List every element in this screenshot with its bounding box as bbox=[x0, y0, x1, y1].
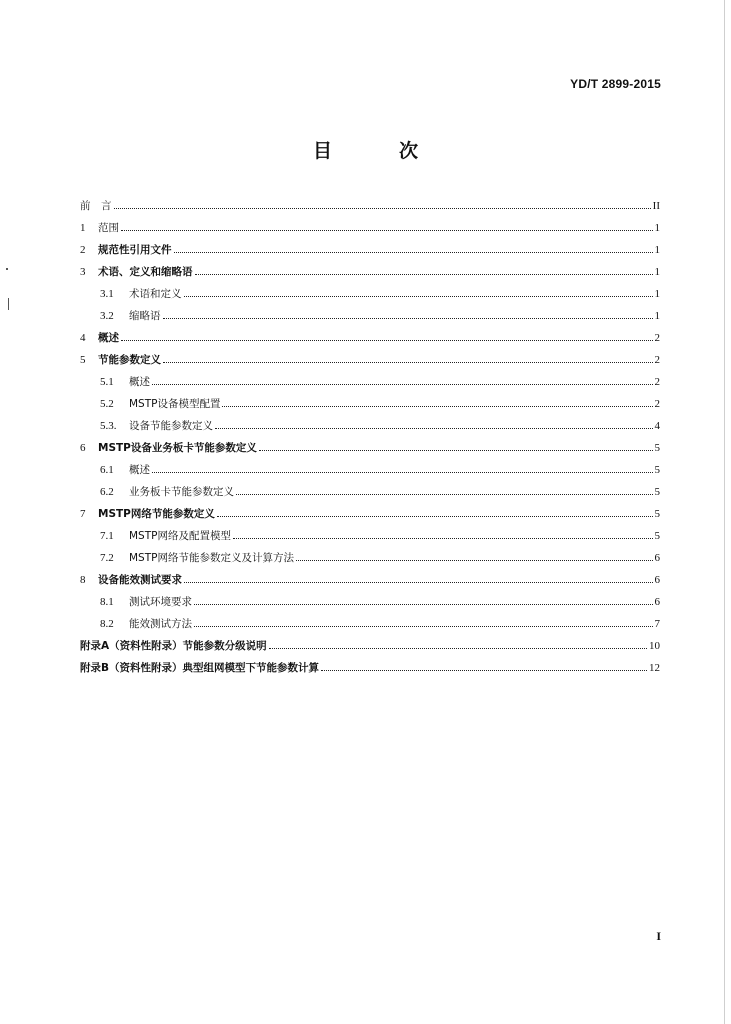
toc-entry-number: 2 bbox=[80, 244, 86, 256]
toc-entry-number: 8.2 bbox=[100, 618, 114, 630]
toc-leader-dots bbox=[194, 626, 653, 627]
toc-leader-dots bbox=[236, 494, 653, 495]
toc-entry-page: 1 bbox=[654, 288, 660, 300]
toc-entry-page: 5 bbox=[654, 508, 660, 520]
toc-entry-title: MSTP设备业务板卡节能参数定义 bbox=[98, 442, 257, 454]
toc-leader-dots bbox=[217, 516, 653, 517]
toc-entry[interactable] bbox=[80, 440, 660, 462]
toc-leader-dots bbox=[152, 384, 653, 385]
toc-entry-title: MSTP网络及配置模型 bbox=[129, 530, 231, 542]
toc-entry-number: 7 bbox=[80, 508, 86, 520]
toc-entry[interactable] bbox=[80, 572, 660, 594]
toc-entry-page: 2 bbox=[654, 354, 660, 366]
toc-entry-title: 概述 bbox=[98, 332, 119, 344]
toc-entry-page: 6 bbox=[654, 552, 660, 564]
toc-entry[interactable] bbox=[80, 220, 660, 242]
toc-leader-dots bbox=[233, 538, 653, 539]
toc-entry-page: 7 bbox=[654, 618, 660, 630]
toc-entry-page: 1 bbox=[654, 266, 660, 278]
toc-entry[interactable] bbox=[80, 528, 660, 550]
toc-entry-number: 7.2 bbox=[100, 552, 114, 564]
toc-entry[interactable] bbox=[80, 308, 660, 330]
toc-entry-title: 附录B（资料性附录）典型组网模型下节能参数计算 bbox=[80, 662, 320, 674]
toc-leader-dots bbox=[222, 406, 652, 407]
toc-entry-title: 测试环境要求 bbox=[129, 596, 192, 608]
toc-entry[interactable] bbox=[80, 374, 660, 396]
toc-entry-title: 规范性引用文件 bbox=[98, 244, 172, 256]
toc-entry-page: 5 bbox=[654, 530, 660, 542]
toc-entry-page: 5 bbox=[654, 442, 660, 454]
standard-code: YD/T 2899-2015 bbox=[570, 77, 661, 91]
toc-entry[interactable] bbox=[80, 616, 660, 638]
scan-speck bbox=[8, 298, 9, 310]
toc-entry[interactable] bbox=[80, 462, 660, 484]
toc-entry-number: 6 bbox=[80, 442, 86, 454]
toc-entry-page: 12 bbox=[649, 662, 660, 674]
toc-entry-page: 6 bbox=[654, 574, 660, 586]
toc-entry-number: 8 bbox=[80, 574, 86, 586]
toc-entry-page: 5 bbox=[654, 464, 660, 476]
toc-entry-number: 6.2 bbox=[100, 486, 114, 498]
toc-leader-dots bbox=[174, 252, 653, 253]
toc-entry-title: 范围 bbox=[98, 222, 119, 234]
toc-entry-page: 2 bbox=[654, 376, 660, 388]
toc-entry-title: 节能参数定义 bbox=[98, 354, 161, 366]
toc-entry-title: 设备节能参数定义 bbox=[129, 420, 213, 432]
toc-leader-dots bbox=[163, 318, 653, 319]
toc-entry[interactable] bbox=[80, 286, 660, 308]
toc-entry-number: 8.1 bbox=[100, 596, 114, 608]
toc-title: 目 次 bbox=[312, 140, 442, 162]
toc-leader-dots bbox=[296, 560, 653, 561]
toc-leader-dots bbox=[184, 296, 653, 297]
toc-leader-dots bbox=[152, 472, 653, 473]
toc-entry-title: 附录A（资料性附录）节能参数分级说明 bbox=[80, 640, 267, 652]
toc-entry-number: 3.1 bbox=[100, 288, 114, 300]
toc-leader-dots bbox=[121, 340, 653, 341]
toc-entry-page: II bbox=[652, 200, 660, 212]
toc-entry-title: 设备能效测试要求 bbox=[98, 574, 182, 586]
toc-entry-title: 业务板卡节能参数定义 bbox=[129, 486, 234, 498]
table-of-contents bbox=[80, 198, 660, 682]
toc-entry[interactable] bbox=[80, 242, 660, 264]
toc-entry-number: 5.1 bbox=[100, 376, 114, 388]
toc-entry-title: 概述 bbox=[129, 376, 150, 388]
toc-entry-page: 1 bbox=[654, 310, 660, 322]
toc-entry[interactable] bbox=[80, 506, 660, 528]
toc-leader-dots bbox=[321, 670, 647, 671]
toc-entry-title: MSTP网络节能参数定义及计算方法 bbox=[129, 552, 294, 564]
toc-leader-dots bbox=[121, 230, 653, 231]
toc-leader-dots bbox=[259, 450, 653, 451]
toc-entry-page: 2 bbox=[654, 332, 660, 344]
toc-entry[interactable] bbox=[80, 264, 660, 286]
toc-leader-dots bbox=[195, 274, 653, 275]
toc-leader-dots bbox=[114, 208, 651, 209]
toc-entry-title: 术语和定义 bbox=[129, 288, 182, 300]
toc-entry-page: 10 bbox=[649, 640, 660, 652]
toc-entry-number: 1 bbox=[80, 222, 86, 234]
toc-leader-dots bbox=[215, 428, 653, 429]
toc-entry-title: 缩略语 bbox=[129, 310, 161, 322]
toc-entry-page: 6 bbox=[654, 596, 660, 608]
toc-entry[interactable] bbox=[80, 352, 660, 374]
toc-entry-page: 2 bbox=[654, 398, 660, 410]
toc-entry-number: 5.3. bbox=[100, 420, 117, 432]
toc-entry[interactable] bbox=[80, 660, 660, 682]
toc-entry-title: 术语、定义和缩略语 bbox=[98, 266, 193, 278]
toc-leader-dots bbox=[184, 582, 653, 583]
toc-entry-number: 4 bbox=[80, 332, 86, 344]
toc-leader-dots bbox=[269, 648, 647, 649]
toc-entry-number: 5.2 bbox=[100, 398, 114, 410]
toc-entry[interactable] bbox=[80, 638, 660, 660]
toc-entry-number: 6.1 bbox=[100, 464, 114, 476]
toc-entry-page: 1 bbox=[654, 244, 660, 256]
toc-entry-title: 前 言 bbox=[80, 200, 112, 212]
toc-entry[interactable] bbox=[80, 550, 660, 572]
toc-leader-dots bbox=[194, 604, 653, 605]
toc-entry-page: 4 bbox=[654, 420, 660, 432]
toc-entry[interactable] bbox=[80, 418, 660, 440]
toc-entry-page: 5 bbox=[654, 486, 660, 498]
toc-entry-page: 1 bbox=[654, 222, 660, 234]
toc-entry-number: 5 bbox=[80, 354, 86, 366]
toc-entry-title: MSTP设备模型配置 bbox=[129, 398, 221, 410]
page-number: I bbox=[656, 929, 661, 943]
toc-entry-number: 3 bbox=[80, 266, 86, 278]
toc-entry-title: 概述 bbox=[129, 464, 150, 476]
toc-entry[interactable] bbox=[80, 330, 660, 352]
toc-entry[interactable] bbox=[80, 198, 660, 220]
toc-entry-number: 7.1 bbox=[100, 530, 114, 542]
toc-entry[interactable] bbox=[80, 594, 660, 616]
toc-entry[interactable] bbox=[80, 484, 660, 506]
toc-entry-number: 3.2 bbox=[100, 310, 114, 322]
scan-speck bbox=[6, 268, 8, 270]
toc-entry-title: MSTP网络节能参数定义 bbox=[98, 508, 215, 520]
toc-leader-dots bbox=[163, 362, 653, 363]
toc-entry[interactable] bbox=[80, 396, 660, 418]
toc-entry-title: 能效测试方法 bbox=[129, 618, 192, 630]
